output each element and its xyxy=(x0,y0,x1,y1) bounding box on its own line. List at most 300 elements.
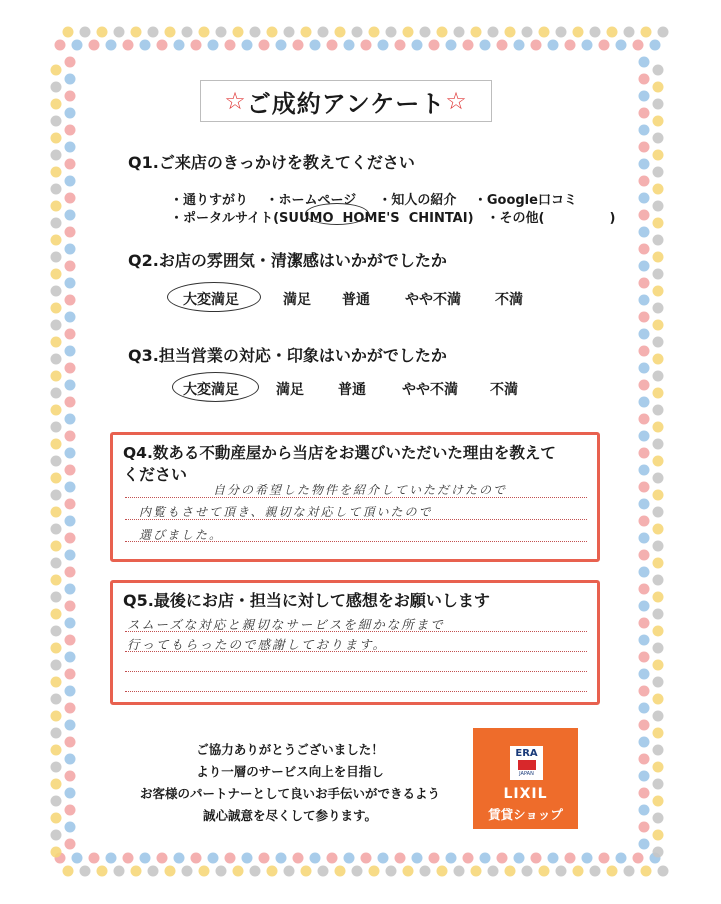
border-dot xyxy=(51,558,62,569)
border-dot xyxy=(653,133,664,144)
border-dot xyxy=(51,728,62,739)
border-dot xyxy=(65,805,76,816)
survey-title xyxy=(200,80,492,122)
q3-option: 普通 xyxy=(338,382,366,398)
border-dot xyxy=(225,853,236,864)
border-dot xyxy=(639,669,650,680)
border-dot xyxy=(653,643,664,654)
border-dot xyxy=(582,853,593,864)
q2-option: 不満 xyxy=(495,292,523,308)
border-dot xyxy=(51,677,62,688)
border-dot xyxy=(174,40,185,51)
border-dot xyxy=(497,40,508,51)
border-dot xyxy=(165,27,176,38)
border-dot xyxy=(51,388,62,399)
border-dot xyxy=(199,866,210,877)
q2-option: 満足 xyxy=(283,292,311,308)
border-dot xyxy=(539,866,550,877)
border-dot xyxy=(653,762,664,773)
border-dot xyxy=(65,516,76,527)
border-dot xyxy=(522,27,533,38)
border-dot xyxy=(276,853,287,864)
star-icon: ☆ xyxy=(445,87,468,115)
border-dot xyxy=(639,839,650,850)
border-dot xyxy=(191,40,202,51)
border-dot xyxy=(182,27,193,38)
border-dot xyxy=(639,159,650,170)
border-dot xyxy=(639,618,650,629)
border-dot xyxy=(51,847,62,858)
border-dot xyxy=(639,550,650,561)
title-text: ご成約アンケート xyxy=(246,89,446,118)
border-dot xyxy=(639,635,650,646)
border-dot xyxy=(65,703,76,714)
border-dot xyxy=(573,27,584,38)
q5-handwritten-answer: スムーズな対応と親切なサービスを細かな所まで xyxy=(127,617,445,632)
border-dot xyxy=(63,27,74,38)
star-icon: ☆ xyxy=(224,87,247,115)
q5-answer-box xyxy=(110,580,600,705)
border-dot xyxy=(267,27,278,38)
border-dot xyxy=(293,40,304,51)
border-dot xyxy=(653,201,664,212)
border-dot xyxy=(65,312,76,323)
answer-line xyxy=(125,671,587,672)
q1-options-row1: ・通りすがり ・ホームページ ・知人の紹介 ・Google口コミ xyxy=(170,193,577,208)
border-dot xyxy=(216,866,227,877)
border-dot xyxy=(639,380,650,391)
border-dot xyxy=(429,40,440,51)
border-dot xyxy=(639,329,650,340)
border-dot xyxy=(653,847,664,858)
q2-question: Q2.お店の雰囲気・清潔感はいかがでしたか xyxy=(128,251,447,270)
border-dot xyxy=(556,866,567,877)
border-dot xyxy=(607,866,618,877)
border-dot xyxy=(573,866,584,877)
era-sub-text: JAPAN xyxy=(519,771,534,777)
border-dot xyxy=(454,27,465,38)
border-dot xyxy=(641,27,652,38)
border-dot xyxy=(51,133,62,144)
border-dot xyxy=(65,652,76,663)
border-dot xyxy=(653,796,664,807)
era-badge xyxy=(510,746,543,780)
thanks-line2: より一層のサービス向上を目指し xyxy=(196,764,384,779)
border-dot xyxy=(233,27,244,38)
border-dot xyxy=(65,346,76,357)
border-dot xyxy=(505,866,516,877)
border-dot xyxy=(89,40,100,51)
border-dot xyxy=(386,27,397,38)
border-dot xyxy=(344,853,355,864)
border-dot xyxy=(378,853,389,864)
border-dot xyxy=(123,40,134,51)
border-dot xyxy=(653,677,664,688)
border-dot xyxy=(114,866,125,877)
border-dot xyxy=(639,74,650,85)
border-dot xyxy=(51,269,62,280)
border-dot xyxy=(208,853,219,864)
border-dot xyxy=(157,853,168,864)
border-dot xyxy=(522,866,533,877)
border-dot xyxy=(653,626,664,637)
border-dot xyxy=(259,40,270,51)
border-dot xyxy=(65,839,76,850)
border-dot xyxy=(65,329,76,340)
border-dot xyxy=(318,866,329,877)
border-dot xyxy=(318,27,329,38)
border-dot xyxy=(639,448,650,459)
border-dot xyxy=(403,27,414,38)
q2-option: やや不満 xyxy=(405,292,461,308)
border-dot xyxy=(653,694,664,705)
border-dot xyxy=(301,866,312,877)
border-dot xyxy=(639,57,650,68)
border-dot xyxy=(284,866,295,877)
border-dot xyxy=(653,269,664,280)
border-dot xyxy=(488,866,499,877)
border-dot xyxy=(89,853,100,864)
border-dot xyxy=(639,91,650,102)
border-dot xyxy=(123,853,134,864)
border-dot xyxy=(51,711,62,722)
border-dot xyxy=(65,754,76,765)
border-dot xyxy=(51,813,62,824)
border-dot xyxy=(653,337,664,348)
q1-selected-circle xyxy=(305,203,369,225)
border-dot xyxy=(639,720,650,731)
q4-question-line2: ください xyxy=(123,465,188,484)
border-dot xyxy=(182,866,193,877)
border-dot xyxy=(624,866,635,877)
border-dot xyxy=(590,866,601,877)
border-dot xyxy=(51,456,62,467)
border-dot xyxy=(51,575,62,586)
border-dot xyxy=(65,822,76,833)
border-dot xyxy=(51,82,62,93)
border-dot xyxy=(505,27,516,38)
border-dot xyxy=(51,201,62,212)
border-dot xyxy=(131,866,142,877)
border-dot xyxy=(556,27,567,38)
border-dot xyxy=(653,65,664,76)
border-dot xyxy=(437,27,448,38)
border-dot xyxy=(412,853,423,864)
border-dot xyxy=(653,218,664,229)
border-dot xyxy=(653,303,664,314)
border-dot xyxy=(639,193,650,204)
border-dot xyxy=(653,252,664,263)
border-dot xyxy=(531,40,542,51)
q4-handwritten-answer: 自分の希望した物件を紹介していただけたので xyxy=(213,483,508,497)
border-dot xyxy=(639,261,650,272)
border-dot xyxy=(471,866,482,877)
border-dot xyxy=(639,533,650,544)
border-dot xyxy=(599,853,610,864)
border-dot xyxy=(97,866,108,877)
q5-handwritten-answer: 行ってもらったので感謝しております。 xyxy=(127,637,388,652)
border-dot xyxy=(65,159,76,170)
border-dot xyxy=(641,866,652,877)
border-dot xyxy=(65,788,76,799)
border-dot xyxy=(65,397,76,408)
border-dot xyxy=(51,830,62,841)
border-dot xyxy=(639,567,650,578)
border-dot xyxy=(639,499,650,510)
q1-options-row2: ・ポータルサイト(SUUMO HOME'S CHINTAI) ・その他( ) xyxy=(170,211,616,226)
border-dot xyxy=(208,40,219,51)
border-dot xyxy=(72,40,83,51)
thanks-line4: 誠心誠意を尽くして参ります。 xyxy=(202,808,377,823)
border-dot xyxy=(653,150,664,161)
border-dot xyxy=(131,27,142,38)
border-dot xyxy=(653,592,664,603)
border-dot xyxy=(653,660,664,671)
border-dot xyxy=(51,252,62,263)
border-dot xyxy=(653,609,664,620)
border-dot xyxy=(420,866,431,877)
border-dot xyxy=(369,866,380,877)
border-dot xyxy=(653,456,664,467)
border-dot xyxy=(51,592,62,603)
border-dot xyxy=(65,448,76,459)
border-dot xyxy=(361,40,372,51)
border-dot xyxy=(607,27,618,38)
border-dot xyxy=(639,754,650,765)
q4-handwritten-answer: 内覧もさせて頂き、親切な対応して頂いたので xyxy=(139,505,433,519)
border-dot xyxy=(80,27,91,38)
border-dot xyxy=(65,499,76,510)
border-dot xyxy=(497,853,508,864)
border-dot xyxy=(653,167,664,178)
border-dot xyxy=(233,866,244,877)
border-dot xyxy=(165,866,176,877)
border-dot xyxy=(310,853,321,864)
border-dot xyxy=(565,853,576,864)
border-dot xyxy=(51,354,62,365)
border-dot xyxy=(386,866,397,877)
border-dot xyxy=(624,27,635,38)
thanks-line1: ご協力ありがとうございました！ xyxy=(196,742,384,757)
border-dot xyxy=(65,176,76,187)
border-dot xyxy=(639,737,650,748)
border-dot xyxy=(106,853,117,864)
border-dot xyxy=(250,866,261,877)
border-dot xyxy=(653,82,664,93)
border-dot xyxy=(658,866,669,877)
q3-option: やや不満 xyxy=(402,382,458,398)
border-dot xyxy=(242,40,253,51)
border-dot xyxy=(242,853,253,864)
border-dot xyxy=(548,853,559,864)
border-dot xyxy=(65,550,76,561)
border-dot xyxy=(250,27,261,38)
border-dot xyxy=(639,805,650,816)
border-dot xyxy=(653,388,664,399)
border-dot xyxy=(395,40,406,51)
border-dot xyxy=(639,686,650,697)
border-dot xyxy=(633,853,644,864)
border-dot xyxy=(51,541,62,552)
border-dot xyxy=(72,853,83,864)
border-dot xyxy=(653,507,664,518)
border-dot xyxy=(378,40,389,51)
border-dot xyxy=(539,27,550,38)
border-dot xyxy=(51,439,62,450)
q1-question: Q1.ご来店のきっかけを教えてください xyxy=(128,153,415,172)
border-dot xyxy=(653,830,664,841)
border-dot xyxy=(639,227,650,238)
border-dot xyxy=(653,354,664,365)
border-dot xyxy=(639,771,650,782)
border-dot xyxy=(480,853,491,864)
border-dot xyxy=(653,524,664,535)
border-dot xyxy=(639,788,650,799)
border-dot xyxy=(51,745,62,756)
border-dot xyxy=(140,853,151,864)
border-dot xyxy=(639,465,650,476)
border-dot xyxy=(639,244,650,255)
border-dot xyxy=(65,125,76,136)
border-dot xyxy=(480,40,491,51)
border-dot xyxy=(51,796,62,807)
border-dot xyxy=(412,40,423,51)
border-dot xyxy=(65,686,76,697)
q3-option: 不満 xyxy=(490,382,518,398)
border-dot xyxy=(80,866,91,877)
border-dot xyxy=(225,40,236,51)
border-dot xyxy=(106,40,117,51)
border-dot xyxy=(471,27,482,38)
border-dot xyxy=(639,210,650,221)
border-dot xyxy=(639,397,650,408)
border-dot xyxy=(65,431,76,442)
border-dot xyxy=(65,618,76,629)
border-dot xyxy=(51,218,62,229)
border-dot xyxy=(420,27,431,38)
border-dot xyxy=(653,575,664,586)
border-dot xyxy=(639,482,650,493)
thanks-line3: お客様のパートナーとして良いお手伝いができるよう xyxy=(139,786,440,801)
border-dot xyxy=(65,244,76,255)
border-dot xyxy=(51,422,62,433)
border-dot xyxy=(653,439,664,450)
q2-option: 大変満足 xyxy=(183,292,239,308)
border-dot xyxy=(454,866,465,877)
border-dot xyxy=(114,27,125,38)
border-dot xyxy=(653,422,664,433)
border-dot xyxy=(65,635,76,646)
border-dot xyxy=(403,866,414,877)
border-dot xyxy=(65,482,76,493)
border-dot xyxy=(51,762,62,773)
border-dot xyxy=(639,516,650,527)
border-dot xyxy=(65,74,76,85)
border-dot xyxy=(639,176,650,187)
lixil-shop-logo xyxy=(473,728,578,829)
border-dot xyxy=(65,567,76,578)
border-dot xyxy=(639,601,650,612)
border-dot xyxy=(65,227,76,238)
border-dot xyxy=(157,40,168,51)
border-dot xyxy=(51,609,62,620)
q3-option: 満足 xyxy=(276,382,304,398)
border-dot xyxy=(65,210,76,221)
border-dot xyxy=(335,27,346,38)
border-dot xyxy=(65,720,76,731)
border-dot xyxy=(639,703,650,714)
border-dot xyxy=(463,853,474,864)
border-dot xyxy=(51,507,62,518)
border-dot xyxy=(653,371,664,382)
border-dot xyxy=(653,711,664,722)
border-dot xyxy=(582,40,593,51)
border-dot xyxy=(65,108,76,119)
border-dot xyxy=(267,866,278,877)
border-dot xyxy=(639,414,650,425)
era-text: ERA xyxy=(515,748,538,759)
border-dot xyxy=(639,295,650,306)
border-dot xyxy=(276,40,287,51)
border-dot xyxy=(437,866,448,877)
era-house-icon xyxy=(518,760,536,770)
border-dot xyxy=(51,99,62,110)
border-dot xyxy=(51,184,62,195)
border-dot xyxy=(369,27,380,38)
border-dot xyxy=(51,371,62,382)
border-dot xyxy=(616,853,627,864)
border-dot xyxy=(395,853,406,864)
border-dot xyxy=(65,601,76,612)
q4-answer-box xyxy=(110,432,600,562)
border-dot xyxy=(639,822,650,833)
border-dot xyxy=(514,40,525,51)
border-dot xyxy=(293,853,304,864)
border-dot xyxy=(148,27,159,38)
border-dot xyxy=(51,116,62,127)
border-dot xyxy=(653,728,664,739)
border-dot xyxy=(446,40,457,51)
border-dot xyxy=(446,853,457,864)
border-dot xyxy=(639,125,650,136)
border-dot xyxy=(51,337,62,348)
border-dot xyxy=(65,261,76,272)
border-dot xyxy=(65,363,76,374)
border-dot xyxy=(51,150,62,161)
border-dot xyxy=(653,541,664,552)
border-dot xyxy=(639,346,650,357)
border-dot xyxy=(653,99,664,110)
lixil-brand: LIXIL xyxy=(503,786,548,802)
border-dot xyxy=(650,40,661,51)
border-dot xyxy=(463,40,474,51)
border-dot xyxy=(63,866,74,877)
border-dot xyxy=(51,167,62,178)
border-dot xyxy=(97,27,108,38)
border-dot xyxy=(65,142,76,153)
border-dot xyxy=(148,866,159,877)
border-dot xyxy=(65,57,76,68)
border-dot xyxy=(548,40,559,51)
border-dot xyxy=(599,40,610,51)
border-dot xyxy=(51,643,62,654)
border-dot xyxy=(284,27,295,38)
border-dot xyxy=(51,303,62,314)
border-dot xyxy=(653,405,664,416)
border-dot xyxy=(565,40,576,51)
border-dot xyxy=(488,27,499,38)
border-dot xyxy=(55,40,66,51)
